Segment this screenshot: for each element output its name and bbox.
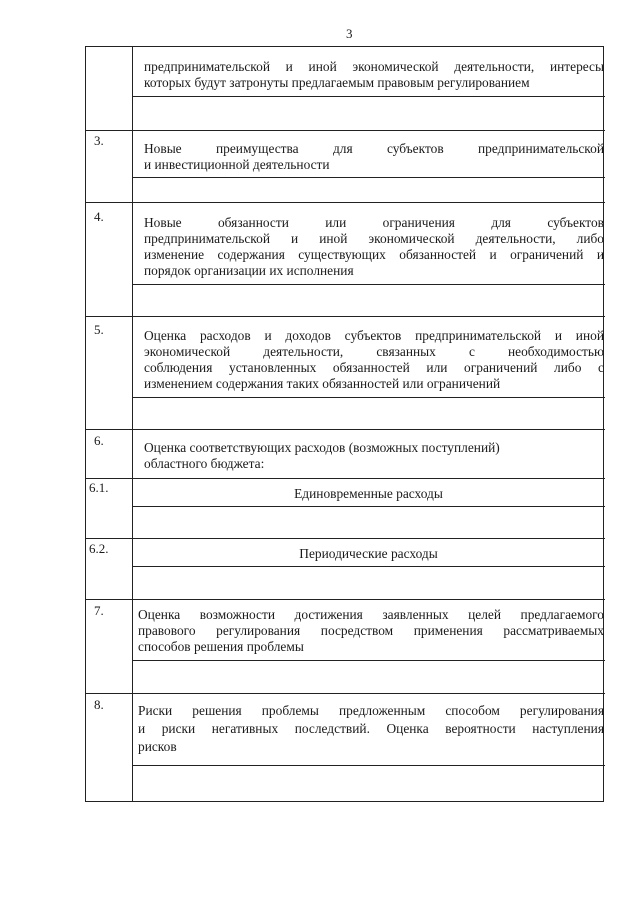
row-text-line: Оценка возможности достижения заявленных целей предлагаемого: [138, 607, 604, 622]
row-divider: [86, 599, 605, 600]
row-text-line: и инвестиционной деятельности: [144, 157, 330, 172]
column-divider: [132, 47, 133, 801]
row-divider: [86, 130, 605, 131]
row-text-line: изменение содержания существующих обязанностей и ограничений и: [144, 247, 604, 262]
inner-divider: [132, 177, 605, 178]
inner-divider: [132, 96, 605, 97]
row-divider: [86, 538, 605, 539]
page-number: 3: [346, 26, 353, 41]
inner-divider: [132, 566, 605, 567]
row-text-line: Оценка расходов и доходов субъектов предпринимательской и иной: [144, 328, 604, 343]
inner-divider: [132, 506, 605, 507]
row-text-line: Единовременные расходы: [294, 486, 443, 501]
document-table: [85, 46, 604, 802]
row-text-line: правового регулирования посредством применения рассматриваемых: [138, 623, 604, 638]
row-text-line: Риски решения проблемы предложенным способом регулирования: [138, 703, 604, 718]
row-text-line: предпринимательской и иной экономической деятельности, интересы: [144, 59, 604, 74]
row-text-line: которых будут затронуты предлагаемым правовым регулированием: [144, 75, 530, 90]
row-number: 7.: [94, 603, 104, 618]
row-divider: [86, 429, 605, 430]
inner-divider: [132, 660, 605, 661]
row-divider: [86, 693, 605, 694]
row-text-line: предпринимательской и иной экономической деятельности, либо: [144, 231, 604, 246]
row-text-line: Оценка соответствующих расходов (возможных поступлений): [144, 440, 500, 455]
row-text-line: Периодические расходы: [299, 546, 438, 561]
inner-divider: [132, 397, 605, 398]
inner-divider: [132, 284, 605, 285]
row-number: 6.2.: [89, 541, 109, 556]
row-number: 8.: [94, 697, 104, 712]
row-text-line: рисков: [138, 739, 177, 754]
row-number: 4.: [94, 209, 104, 224]
row-text-line: Новые преимущества для субъектов предпринимательской: [144, 141, 604, 156]
row-number: 5.: [94, 322, 104, 337]
row-text-line: Новые обязанности или ограничения для субъектов: [144, 215, 604, 230]
row-text-line: изменением содержания таких обязанностей или ограничений: [144, 376, 501, 391]
row-text-line: областного бюджета:: [144, 456, 265, 471]
row-text-line: соблюдения установленных обязанностей или ограничений либо с: [144, 360, 604, 375]
row-number: 6.: [94, 433, 104, 448]
row-text-line: экономической деятельности, связанных с необходимостью: [144, 344, 604, 359]
row-text-line: и риски негативных последствий. Оценка вероятности наступления: [138, 721, 604, 736]
row-text-line: способов решения проблемы: [138, 639, 304, 654]
row-divider: [86, 316, 605, 317]
row-divider: [86, 478, 605, 479]
row-text-line: порядок организации их исполнения: [144, 263, 354, 278]
row-number: 6.1.: [89, 480, 109, 495]
row-number: 3.: [94, 133, 104, 148]
inner-divider: [132, 765, 605, 766]
row-divider: [86, 202, 605, 203]
